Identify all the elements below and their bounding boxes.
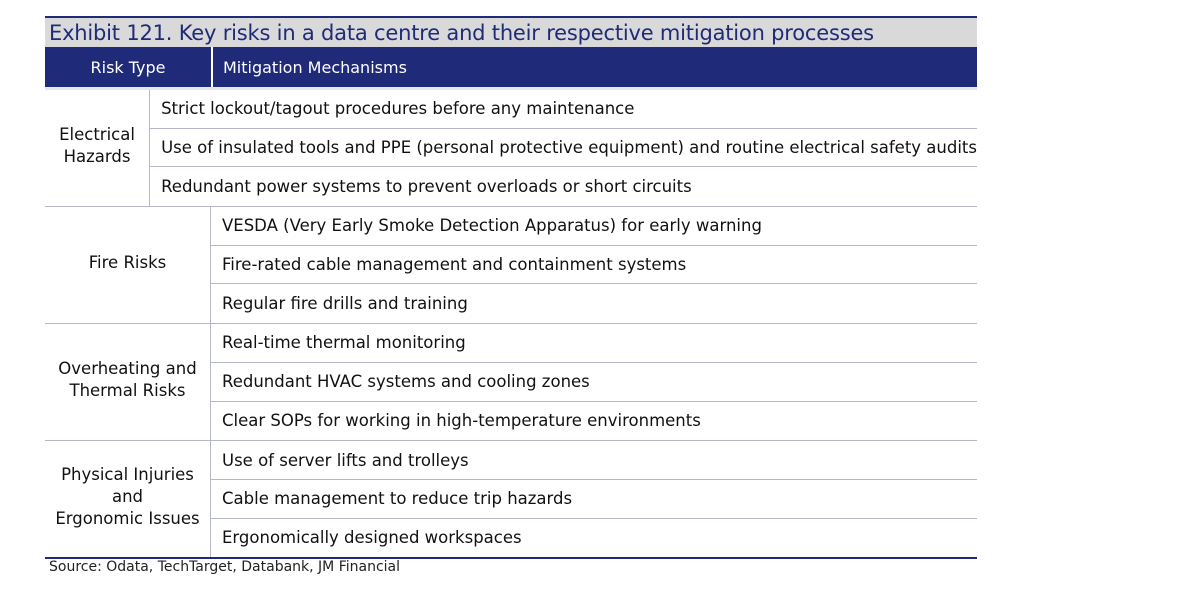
mitigation-row: Use of server lifts and trolleys (211, 441, 977, 480)
exhibit-title: Exhibit 121. Key risks in a data centre and their respective mitigation processes (49, 20, 874, 45)
risk-group-fire (45, 207, 977, 324)
mitigation-row: Redundant power systems to prevent overloads or short circuits (161, 177, 692, 197)
mitigation-list (211, 324, 977, 440)
header-risk-type: Risk Type (45, 47, 213, 87)
header-mitigation: Mitigation Mechanisms (223, 57, 407, 77)
mitigation-row: Use of insulated tools and PPE (personal protective equipment) and routine electrical safety audits (150, 129, 977, 168)
mitigation-list (211, 441, 977, 557)
mitigation-row: VESDA (Very Early Smoke Detection Apparatus) for early warning (211, 207, 977, 246)
risk-type-cell: Electrical Hazards (45, 90, 150, 206)
risk-type-cell: Physical Injuries and Ergonomic Issues (45, 441, 211, 557)
exhibit-title-bar (45, 16, 977, 47)
risk-type-cell: Fire Risks (45, 207, 211, 323)
table-header (45, 47, 977, 90)
mitigation-row: Cable management to reduce trip hazards (211, 480, 977, 519)
exhibit-table (45, 16, 977, 559)
risk-group-thermal (45, 324, 977, 441)
mitigation-list (211, 207, 977, 323)
mitigation-row: Fire-rated cable management and containment systems (211, 246, 977, 285)
mitigation-list (150, 90, 977, 206)
risk-group-electrical (45, 90, 977, 207)
risk-group-physical (45, 441, 977, 559)
source-note: Source: Odata, TechTarget, Databank, JM Financial (49, 559, 401, 575)
mitigation-row: Clear SOPs for working in high-temperature environments (222, 411, 701, 431)
mitigation-row: Redundant HVAC systems and cooling zones (211, 363, 977, 402)
mitigation-row: Ergonomically designed workspaces (222, 528, 522, 548)
risk-type-cell: Overheating and Thermal Risks (45, 324, 211, 440)
mitigation-row: Strict lockout/tagout procedures before any maintenance (150, 90, 977, 129)
mitigation-row: Real-time thermal monitoring (211, 324, 977, 363)
mitigation-row: Regular fire drills and training (222, 294, 468, 314)
